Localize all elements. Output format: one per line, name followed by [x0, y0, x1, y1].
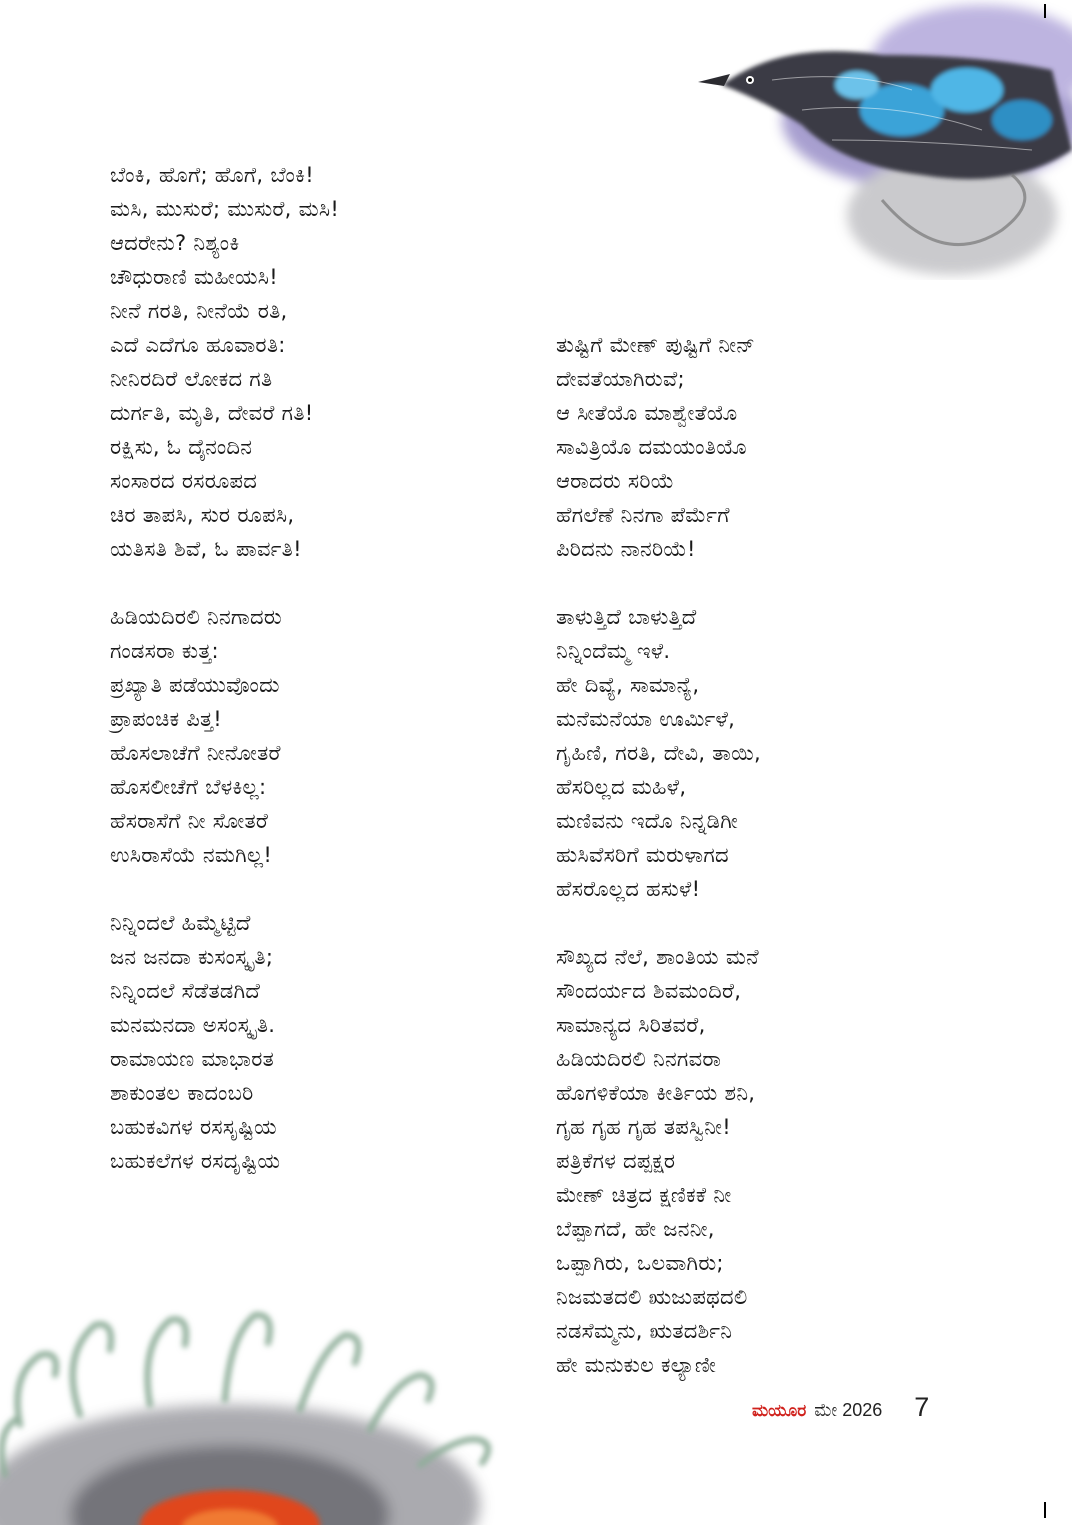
poem-line: ಉಸಿರಾಸೆಯೆ ನಮಗಿಲ್ಲ!: [110, 843, 273, 867]
poem-line: ರಾಮಾಯಣ ಮಾಭಾರತ: [110, 1047, 275, 1071]
poem-line: ಗಂಡಸರಾ ಕುತ್ತ:: [110, 639, 219, 663]
poem-line: ಪತ್ರಿಕೆಗಳ ದಪ್ಪಕ್ಷರ: [556, 1149, 676, 1173]
stanza-2: [110, 600, 339, 872]
poem-line: ಹೆಸರಿಲ್ಲದ ಮಹಿಳೆ,: [556, 775, 687, 799]
crop-mark-top-right: [1044, 4, 1046, 18]
poem-line: ದುರ್ಗತಿ, ಮೃತಿ, ದೇವರೆ ಗತಿ!: [110, 401, 314, 425]
poem-line: ಸಂಸಾರದ ರಸರೂಪದ: [110, 469, 258, 493]
poem-line: ಮಸಿ, ಮುಸುರೆ; ಮುಸುರೆ, ಮಸಿ!: [110, 197, 340, 221]
stanza-1: [110, 158, 339, 566]
poem-line: ಬಹುಕವಿಗಳ ರಸಸೃಷ್ಟಿಯ: [110, 1115, 277, 1139]
poem-line: ಹೊಗಳಿಕೆಯಾ ಕೀರ್ತಿಯ ಶನಿ,: [556, 1081, 756, 1105]
page-number: 7: [914, 1392, 930, 1422]
poem-line: ಬಹುಕಲೆಗಳ ರಸದೃಷ್ಟಿಯ: [110, 1149, 281, 1173]
poem-line: ಶಾಕುಂತಲ ಕಾದಂಬರಿ: [110, 1081, 254, 1105]
poem-line: ಚಿರ ತಾಪಸಿ, ಸುರ ರೂಪಸಿ,: [110, 503, 295, 527]
poem-line: ನೀನೆ ಗರತಿ, ನೀನೆಯೆ ರತಿ,: [110, 299, 288, 323]
stanza-6: [556, 940, 761, 1382]
poem-line: ಜನ ಜನದಾ ಕುಸಂಸ್ಕೃತಿ;: [110, 945, 274, 969]
poem-line: ಪ್ರಖ್ಯಾತಿ ಪಡೆಯುವೊಂದು: [110, 673, 280, 697]
poem-line: ಗೃಹಿಣಿ, ಗರತಿ, ದೇವಿ, ತಾಯಿ,: [556, 741, 761, 765]
poem-line: ನಿನ್ನಿಂದಲೆ ಹಿಮ್ಮೆಟ್ಟಿದೆ: [110, 911, 251, 935]
crop-mark-bottom-right: [1044, 1502, 1046, 1518]
poem-line: ಆರಾದರು ಸರಿಯೆ: [556, 469, 675, 493]
poem-line: ಆ ಸೀತೆಯೊ ಮಾಶ್ವೇತೆಯೊ: [556, 401, 738, 425]
poem-line: ಸೌಂದರ್ಯದ ಶಿವಮಂದಿರೆ,: [556, 979, 742, 1003]
poem-line: ಹೇ ದಿವ್ಯೆ, ಸಾಮಾನ್ಯೆ,: [556, 673, 700, 697]
poem-line: ಹುಸಿವೆಸರಿಗೆ ಮರುಳಾಗದ: [556, 843, 729, 867]
poem-line: ನಿನ್ನಿಂದಲೆ ಸೆಡೆತಡಗಿದೆ: [110, 979, 261, 1003]
poem-line: ಆದರೇನು? ನಿಶ್ಯಂಕಿ: [110, 231, 240, 255]
poem-line: ಚೌಧುರಾಣಿ ಮಹೀಯಸಿ!: [110, 265, 278, 289]
poem-line: ಹೊಸಲೀಚೆಗೆ ಬೆಳಕಿಲ್ಲ:: [110, 775, 267, 799]
poem-line: ಹೆಸರೊಲ್ಲದ ಹಸುಳೆ!: [556, 877, 701, 901]
poem-line: ಹೊಸಲಾಚೆಗೆ ನೀನೋತರೆ: [110, 741, 281, 765]
poem-line: ಯತಿಸತಿ ಶಿವೆ, ಓ ಪಾರ್ವತಿ!: [110, 537, 302, 561]
poem-line: ಹಿಡಿಯದಿರಲಿ ನಿನಗಾದರು: [110, 605, 282, 629]
stanza-4: [556, 328, 761, 566]
poem-line: ರಕ್ಷಿಸು, ಓ ದೈನಂದಿನ: [110, 435, 253, 459]
thorny-flower-illustration: [0, 1295, 520, 1525]
poem-line: ಸಾವಿತ್ರಿಯೊ ದಮಯಂತಿಯೊ: [556, 435, 747, 459]
poem-line: ಒಪ್ಪಾಗಿರು, ಒಲವಾಗಿರು;: [556, 1251, 724, 1275]
poem-line: ಮಣಿವನು ಇದೊ ನಿನ್ನಡಿಗೀ: [556, 809, 739, 833]
poem-line: ಬೆಂಕಿ, ಹೊಗೆ; ಹೊಗೆ, ಬೆಂಕಿ!: [110, 163, 314, 187]
poem-line: ನಿಜಮತದಲಿ ಋಜುಪಥದಲಿ: [556, 1285, 748, 1309]
crow-illustration: [652, 0, 1072, 280]
poem-line: ಸಾಮಾನ್ಯದ ಸಿರಿತವರೆ,: [556, 1013, 706, 1037]
poem-line: ಪಿರಿದನು ನಾನರಿಯೆ!: [556, 537, 696, 561]
stanza-5: [556, 600, 761, 906]
poem-line: ಮನೆಮನೆಯಾ ಊರ್ಮಿಳೆ,: [556, 707, 736, 731]
poem-line: ನಡಸೆಮ್ಮನು, ಋತದರ್ಶಿನಿ: [556, 1319, 733, 1343]
poem-line: ದೇವತೆಯಾಗಿರುವೆ;: [556, 367, 685, 391]
poem-line: ಪ್ರಾಪಂಚಿಕ ಪಿತ್ತ!: [110, 707, 222, 731]
poem-line: ತುಷ್ಟಿಗೆ ಮೇಣ್ ಪುಷ್ಟಿಗೆ ನೀನ್: [556, 333, 756, 357]
poem-line: ಮೇಣ್ ಚಿತ್ರದ ಕ್ಷಣಿಕಕೆ ನೀ: [556, 1183, 732, 1207]
poem-line: ನೀನಿರದಿರೆ ಲೋಕದ ಗತಿ: [110, 367, 273, 391]
poem-line: ತಾಳುತ್ತಿದೆ ಬಾಳುತ್ತಿದೆ: [556, 605, 697, 629]
poem-line: ಹೆಸರಾಸೆಗೆ ನೀ ಸೋತರೆ: [110, 809, 269, 833]
poem-left-column: [110, 158, 339, 1212]
page-footer: [752, 1392, 929, 1423]
poem-line: ಹೇ ಮನುಕುಲ ಕಲ್ಯಾಣೀ: [556, 1353, 717, 1377]
magazine-name: ಮಯೂರ: [752, 1401, 807, 1421]
poem-line: ಹಿಡಿಯದಿರಲಿ ನಿನಗವರಾ: [556, 1047, 722, 1071]
poem-line: ಬೆಪ್ಪಾಗದೆ, ಹೇ ಜನನೀ,: [556, 1217, 715, 1241]
issue-date: ಮೇ 2026: [814, 1400, 883, 1420]
poem-line: ಮನಮನದಾ ಅಸಂಸ್ಕೃತಿ.: [110, 1013, 276, 1037]
poem-line: ಗೃಹ ಗೃಹ ಗೃಹ ತಪಸ್ವಿನೀ!: [556, 1115, 731, 1139]
poem-line: ಸೌಖ್ಯದ ನೆಲೆ, ಶಾಂತಿಯ ಮನೆ: [556, 945, 759, 969]
poem-right-column: [556, 328, 761, 1416]
stanza-3: [110, 906, 339, 1178]
poem-line: ನಿನ್ನಿಂದೆಮ್ಮ ಇಳೆ.: [556, 639, 671, 663]
poem-line: ಎದೆ ಎದೆಗೂ ಹೂವಾರತಿ:: [110, 333, 286, 357]
poem-line: ಹೆಗಲೆಣೆ ನಿನಗಾ ಪೆರ್ಮೆಗೆ: [556, 503, 730, 527]
